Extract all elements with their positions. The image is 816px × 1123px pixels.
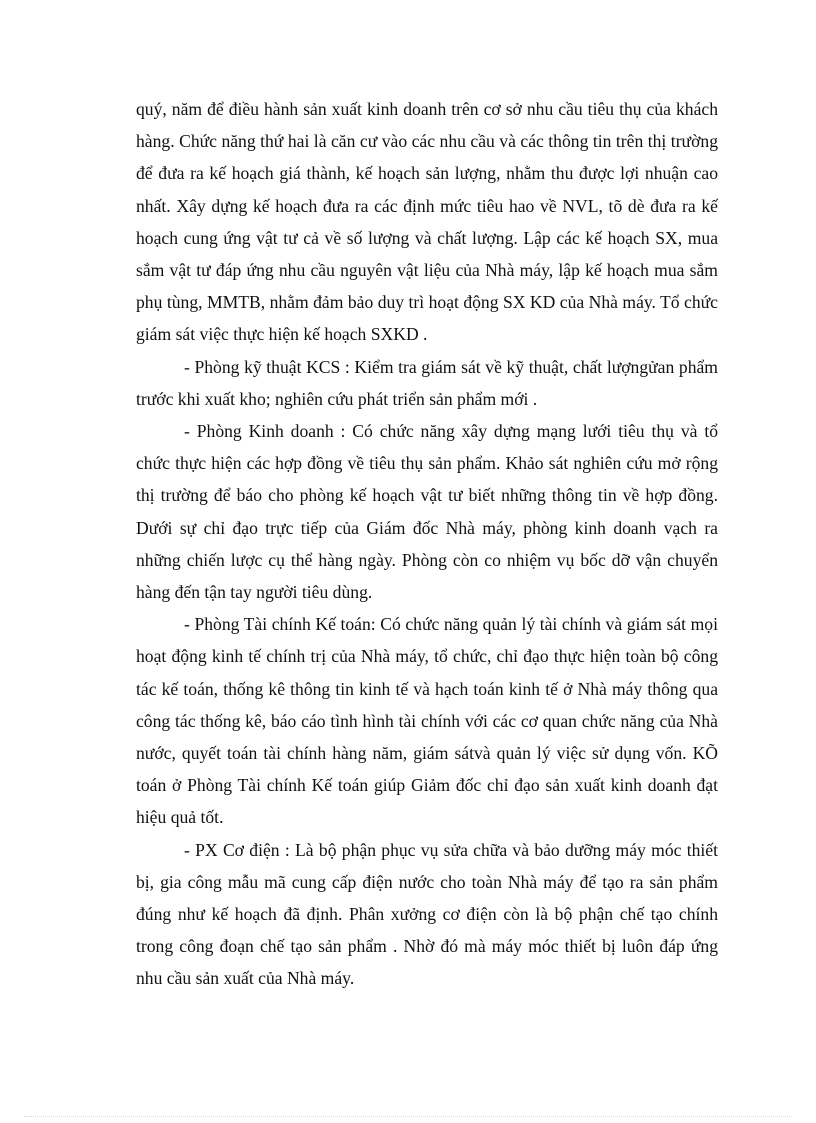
page-bottom-divider: [24, 1116, 792, 1117]
body-text: [136, 93, 718, 995]
paragraph-planning-continued: quý, năm để điều hành sản xuất kinh doanh trên cơ sở nhu cầu tiêu thụ của khách hàng. Chức năng thứ hai là căn cư vào các nhu cầu và các thông tin trên thị trường để đưa ra kế hoạch giá thành, kế hoạch sản lượng, nhằm thu được lợi nhuận cao nhất. Xây dựng kế hoạch đưa ra các định mức tiêu hao về NVL, tõ dè đưa ra kế hoạch cung ứng vật tư cả về số lượng và chất lượng. Lập các kế hoạch SX, mua sắm vật tư đáp ứng nhu cầu nguyên vật liệu của Nhà máy, lập kế hoạch mua sắm phụ tùng, MMTB, nhằm đảm bảo duy trì hoạt động SX KD của Nhà máy. Tổ chức giám sát việc thực hiện kế hoạch SXKD .: [136, 99, 718, 345]
paragraph-finance-accounting: - Phòng Tài chính Kế toán: Có chức năng quản lý tài chính và giám sát mọi hoạt động kinh tế chính trị của Nhà máy, tổ chức, chỉ đạo thực hiện toàn bộ công tác kế toán, thống kê thông tin kinh tế và hạch toán kinh tế ở Nhà máy thông qua công tác thống kê, báo cáo tình hình tài chính với các cơ quan chức năng của Nhà nước, quyết toán tài chính hàng năm, giám sátvà quản lý việc sử dụng vốn. KÕ toán ở Phòng Tài chính Kế toán giúp Giảm đốc chỉ đạo sản xuất kinh doanh đạt hiệu quả tốt.: [136, 614, 718, 828]
paragraph-mechanical-electrical: - PX Cơ điện : Là bộ phận phục vụ sửa chữa và bảo dưỡng máy móc thiết bị, gia công mẫu mã cung cấp điện nước cho toàn Nhà máy để tạo ra sản phẩm đúng như kế hoạch đã định. Phân xưởng cơ điện còn là bộ phận chế tạo chính trong công đoạn chế tạo sản phẩm . Nhờ đó mà máy móc thiết bị luôn đáp ứng nhu cầu sản xuất của Nhà máy.: [136, 839, 718, 989]
paragraph-kcs-department: - Phòng kỹ thuật KCS : Kiểm tra giám sát về kỹ thuật, chất lượngửan phẩm trước khi xuất kho; nghiên cứu phát triển sản phẩm mới .: [136, 356, 718, 409]
paragraph-business-department: - Phòng Kinh doanh : Có chức năng xây dựng mạng lưới tiêu thụ và tổ chức thực hiện các hợp đồng về tiêu thụ sản phẩm. Khảo sát nghiên cứu mở rộng thị trường để báo cho phòng kế hoạch vật tư biết những thông tin về hợp đồng. Dưới sự chỉ đạo trực tiếp của Giám đốc Nhà máy, phòng kinh doanh vạch ra những chiến lược cụ thể hàng ngày. Phòng còn co nhiệm vụ bốc dỡ vận chuyển hàng đến tận tay người tiêu dùng.: [136, 421, 718, 603]
